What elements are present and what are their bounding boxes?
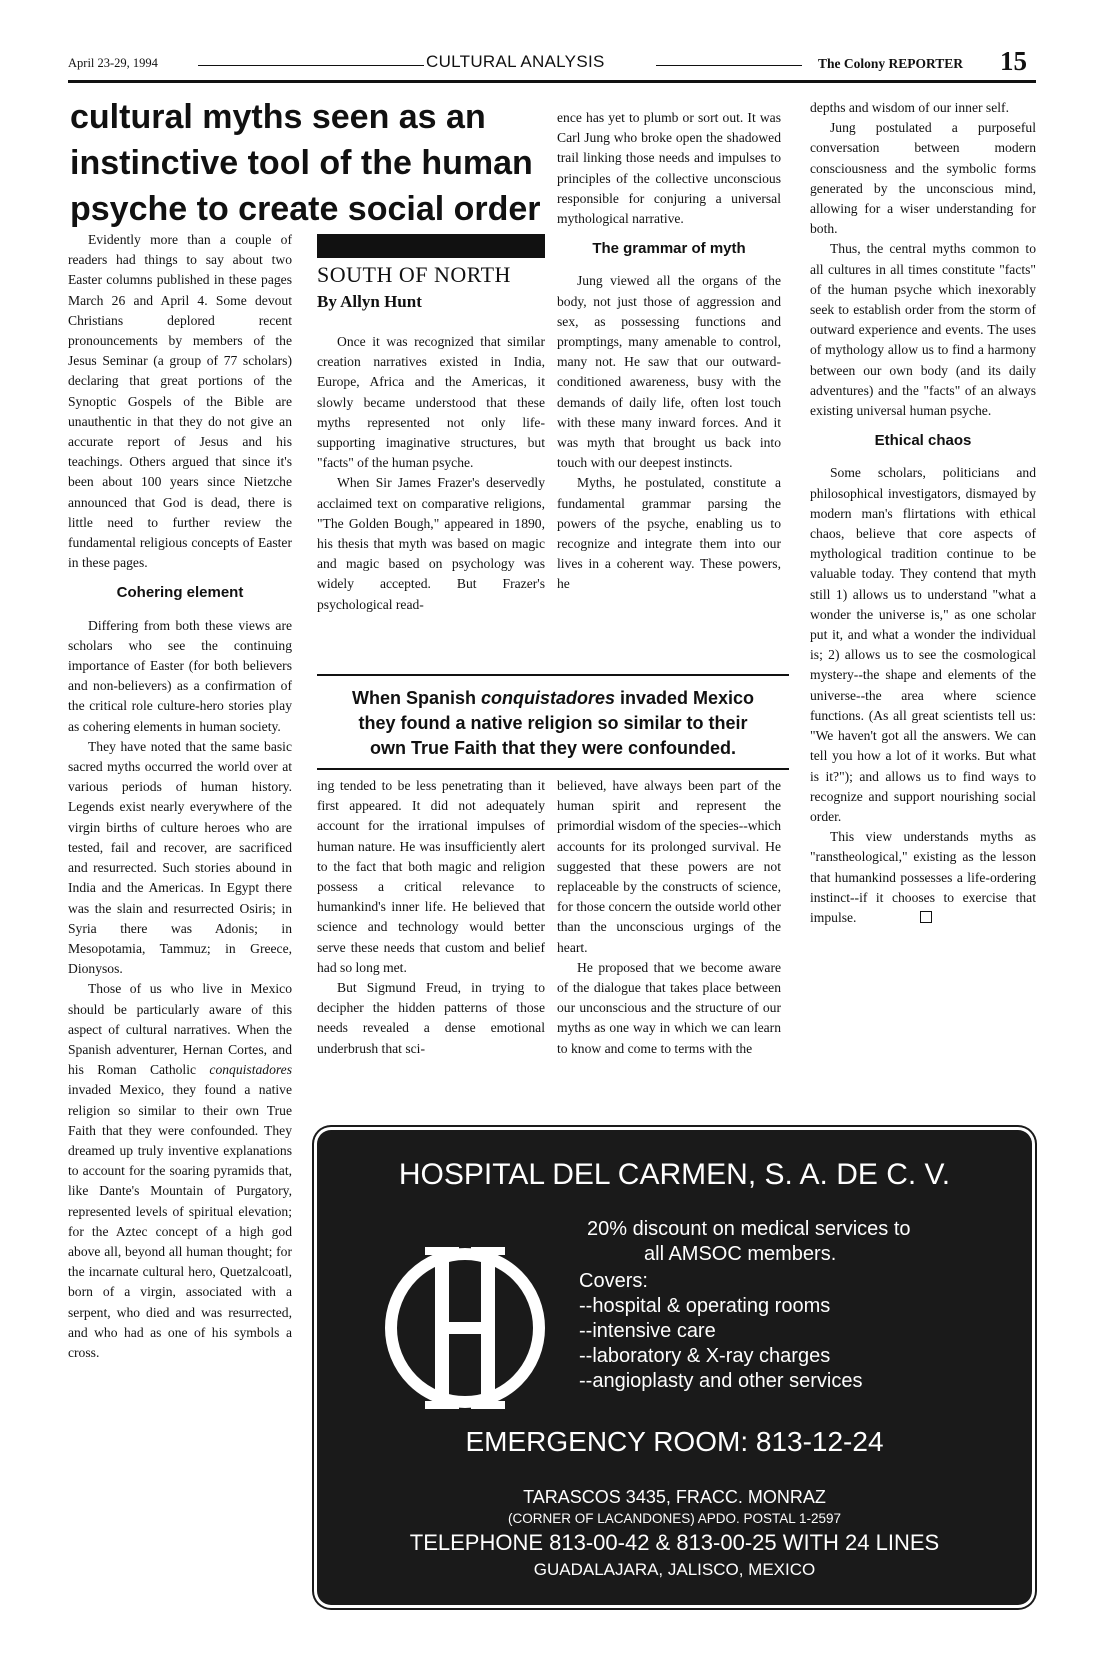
- col4-paragraph-1: depths and wisdom of our inner self.: [810, 100, 1009, 115]
- end-mark-icon: [920, 911, 932, 923]
- ad-city: GUADALAJARA, JALISCO, MEXICO: [533, 1560, 816, 1579]
- ad-telephone: TELEPHONE 813-00-42 & 813-00-25 WITH 24 LINES: [409, 1530, 940, 1555]
- hospital-advertisement: [317, 1130, 1032, 1605]
- headline-line-1: cultural myths seen as an: [70, 98, 486, 136]
- headline: [70, 94, 550, 232]
- pullquote-bottom-rule: [317, 768, 789, 770]
- column-title-bar: [317, 234, 545, 258]
- ad-address-1: TARASCOS 3435, FRACC. MONRAZ: [523, 1487, 826, 1507]
- ad-cover-item-4: --angioplasty and other services: [579, 1370, 863, 1392]
- column-2-bottom: [317, 776, 545, 1059]
- col4-paragraph-4: Some scholars, politicians and philosophical investigators, dismayed by modern man's flirtations with ethical chaos, believe that core aspects of mythological tradition continue to be valuable today. They contend that myth still 1) allows us to understand "what a wonder the universe is," as one scholar put it, and what a wonder the individual is; 2) allows us to see the cosmological mystery--the shape and elements of the universe--the area where science functions. (As all great scientists tell us: "We haven't got all the answers. We can tell you how a lot of it works. But what is it?"); and allows us to find ways to recognize and support nourishing social order.: [810, 465, 1036, 824]
- pull-quote: [317, 686, 789, 761]
- col3-paragraph-2: Jung viewed all the organs of the body, not just those of aggression and sex, as possessing functions and promptings, many amenable to control, many not. He saw that our outward-conditioned awareness, busy with the demands of daily life, often lost touch with these many inward forces. And it was myth that brought us back into touch with our deepest instincts.: [557, 273, 781, 471]
- col1-paragraph-3: They have noted that the same basic sacred myths occurred the world over at various periods of human history. Legends exist nearly everywhere of the virgin births of culture heroes who are tested, fail and recover, are sacrificed and resurrected. Such stories abound in India and the Americas. In Egypt there was the slain and resurrected Osiris; in Syria there was Adonis; in Mesopotamia, Tammuz; in Greece, Dionysos.: [68, 738, 292, 977]
- hospital-logo: [380, 1233, 550, 1423]
- section-title: CULTURAL ANALYSIS: [426, 52, 605, 71]
- col1-paragraph-1: Evidently more than a couple of readers had things to say about two Easter columns published in these pages March 26 and April 4. Some devout Christians deplored recent pronouncements by members of the Jesus Seminar (a group of 77 scholars) declaring that great portions of the Synoptic Gospels of the Bible are unauthentic in that they do not give an accurate report of Jesus and his teachings. Others argued that since it's been about 100 years since Nietzche announced that God is dead, there is little need to further review the fundamental religious concepts of Easter in these pages.: [68, 232, 292, 571]
- col3-paragraph-5: He proposed that we become aware of the dialogue that takes place between our unconscious and the structure of our myths as one way in which we can learn to know and come to terms with the: [557, 959, 781, 1056]
- ad-address-2: (CORNER OF LACANDONES) APDO. POSTAL 1-2597: [507, 1511, 842, 1526]
- ad-cover-item-2: --intensive care: [579, 1320, 716, 1342]
- ad-title: HOSPITAL DEL CARMEN, S. A. DE C. V.: [398, 1158, 951, 1191]
- pullquote-top-rule: [317, 674, 789, 676]
- ad-cover-item-3: --laboratory & X-ray charges: [579, 1345, 831, 1367]
- issue-date: April 23-29, 1994: [68, 56, 158, 70]
- headline-line-3: psyche to create social order: [70, 190, 541, 228]
- col2-paragraph-4: But Sigmund Freud, in trying to decipher the hidden patterns of those needs revealed a dense emotional underbrush that sci-: [317, 980, 545, 1056]
- ad-discount-line-1: 20% discount on medical services to: [587, 1218, 911, 1240]
- col1-paragraph-4: Those of us who live in Mexico should be particularly aware of this aspect of cultural narratives. When the Spanish adventurer, Hernan Cortes, and his Roman Catholic conquistadores invaded Mexico, they found a native religion so similar to their own True Faith that they were confounded. They dreamed up truly inventive explanations to account for the soaring pyramids that, like Dante's Mountain of Purgatory, represented levels of spiritual elevation; for the Aztec concept of a high god above all, beyond all human thought; for the incarnate cultural hero, Quetzalcoatl, born of a virgin, associated with a serpent, who died and was resurrected, and who had as one of his symbols a cross.: [68, 981, 292, 1360]
- col2-paragraph-3: ing tended to be less penetrating than it first appeared. It did not adequately account for the irrational impulses of human nature. He was insufficiently alert to the fact that both magic and religion possess a critical relevance to humankind's inner life. He believed that science and technology would better serve these needs that custom and belief had so long met.: [317, 778, 545, 975]
- col3-paragraph-4: believed, have always been part of the human spirit and represent the primordial wisdom of the species--which accounts for its prolonged survival. He suggested that these powers are not replaceable by the constructs of science, for those concern the outside world other than the unconscious urgings of the heart.: [557, 778, 781, 955]
- col4-paragraph-5: This view understands myths as "ranstheological," existing as the lesson that humankind possesses a life-ordering instinct--if it chooses to exercise that impulse.: [810, 829, 1036, 925]
- subhead-cohering-element: Cohering element: [116, 584, 244, 602]
- page-number: 15: [1000, 46, 1027, 76]
- column-title: SOUTH OF NORTH: [317, 262, 511, 287]
- column-2-top: [317, 332, 545, 615]
- col2-paragraph-2: When Sir James Frazer's deservedly acclaimed text on comparative religions, "The Golden Bough," appeared in 1890, his thesis that myth was based on magic and magic based on psychology was widely accepted. But Frazer's psychological read-: [317, 475, 545, 612]
- col4-paragraph-2: Jung postulated a purposeful conversation between modern consciousness and the symbolic forms generated by the unconscious mind, allowing for a wiser understanding for both.: [810, 120, 1036, 237]
- col2-paragraph-1: Once it was recognized that similar creation narratives existed in India, Europe, Africa and the Americas, it slowly became understood that these myths represented not only life-supporting imaginative structures, but "facts" of the human psyche.: [317, 334, 545, 471]
- byline: By Allyn Hunt: [317, 292, 422, 311]
- pullquote-line-3: own True Faith that they were confounded.: [369, 738, 737, 758]
- ad-discount-line-2: all AMSOC members.: [644, 1243, 837, 1265]
- pullquote-line-2: they found a native religion so similar to their: [358, 713, 748, 733]
- paper-name: The Colony REPORTER: [818, 56, 964, 71]
- header-rule-right: [656, 65, 802, 66]
- ad-emergency: EMERGENCY ROOM: 813-12-24: [465, 1426, 884, 1457]
- header-rule-left: [198, 65, 424, 66]
- col3-paragraph-3: Myths, he postulated, constitute a fundamental grammar parsing the powers of the psyche, enabling us to recognize and integrate them into our lives in a coherent way. These powers, he: [557, 475, 781, 592]
- column-3-bottom: [557, 776, 781, 1059]
- headline-line-2: instinctive tool of the human: [70, 144, 533, 182]
- column-4: [810, 98, 1036, 928]
- ad-covers-label: Covers:: [579, 1270, 648, 1292]
- pullquote-line-1: When Spanish conquistadores invaded Mexico: [351, 688, 755, 708]
- subhead-ethical-chaos: Ethical chaos: [874, 432, 972, 450]
- col1-paragraph-2: Differing from both these views are scholars who see the continuing importance of Easter (for both believers and non-believers) as a confirmation of the critical role culture-hero stories play as cohering elements in human society.: [68, 617, 292, 734]
- subhead-grammar-of-myth: The grammar of myth: [592, 240, 746, 258]
- col4-paragraph-3: Thus, the central myths common to all cultures in all times constitute "facts" of the human psyche which inexorably seek to establish order from the storm of outward experience and events. The uses of mythology allow us to find a harmony between our own body (and its daily adventures) and the "facts" of an always existing universal human psyche.: [810, 241, 1036, 419]
- col3-paragraph-1: ence has yet to plumb or sort out. It was Carl Jung who broke open the shadowed trail linking those needs and impulses to principles of the collective unconscious responsible for conjuring a universal mythological narrative.: [557, 110, 781, 227]
- header-bottom-rule: [68, 80, 1036, 83]
- column-3-top: [557, 108, 781, 595]
- ad-cover-item-1: --hospital & operating rooms: [579, 1295, 831, 1317]
- column-1: [68, 230, 292, 1363]
